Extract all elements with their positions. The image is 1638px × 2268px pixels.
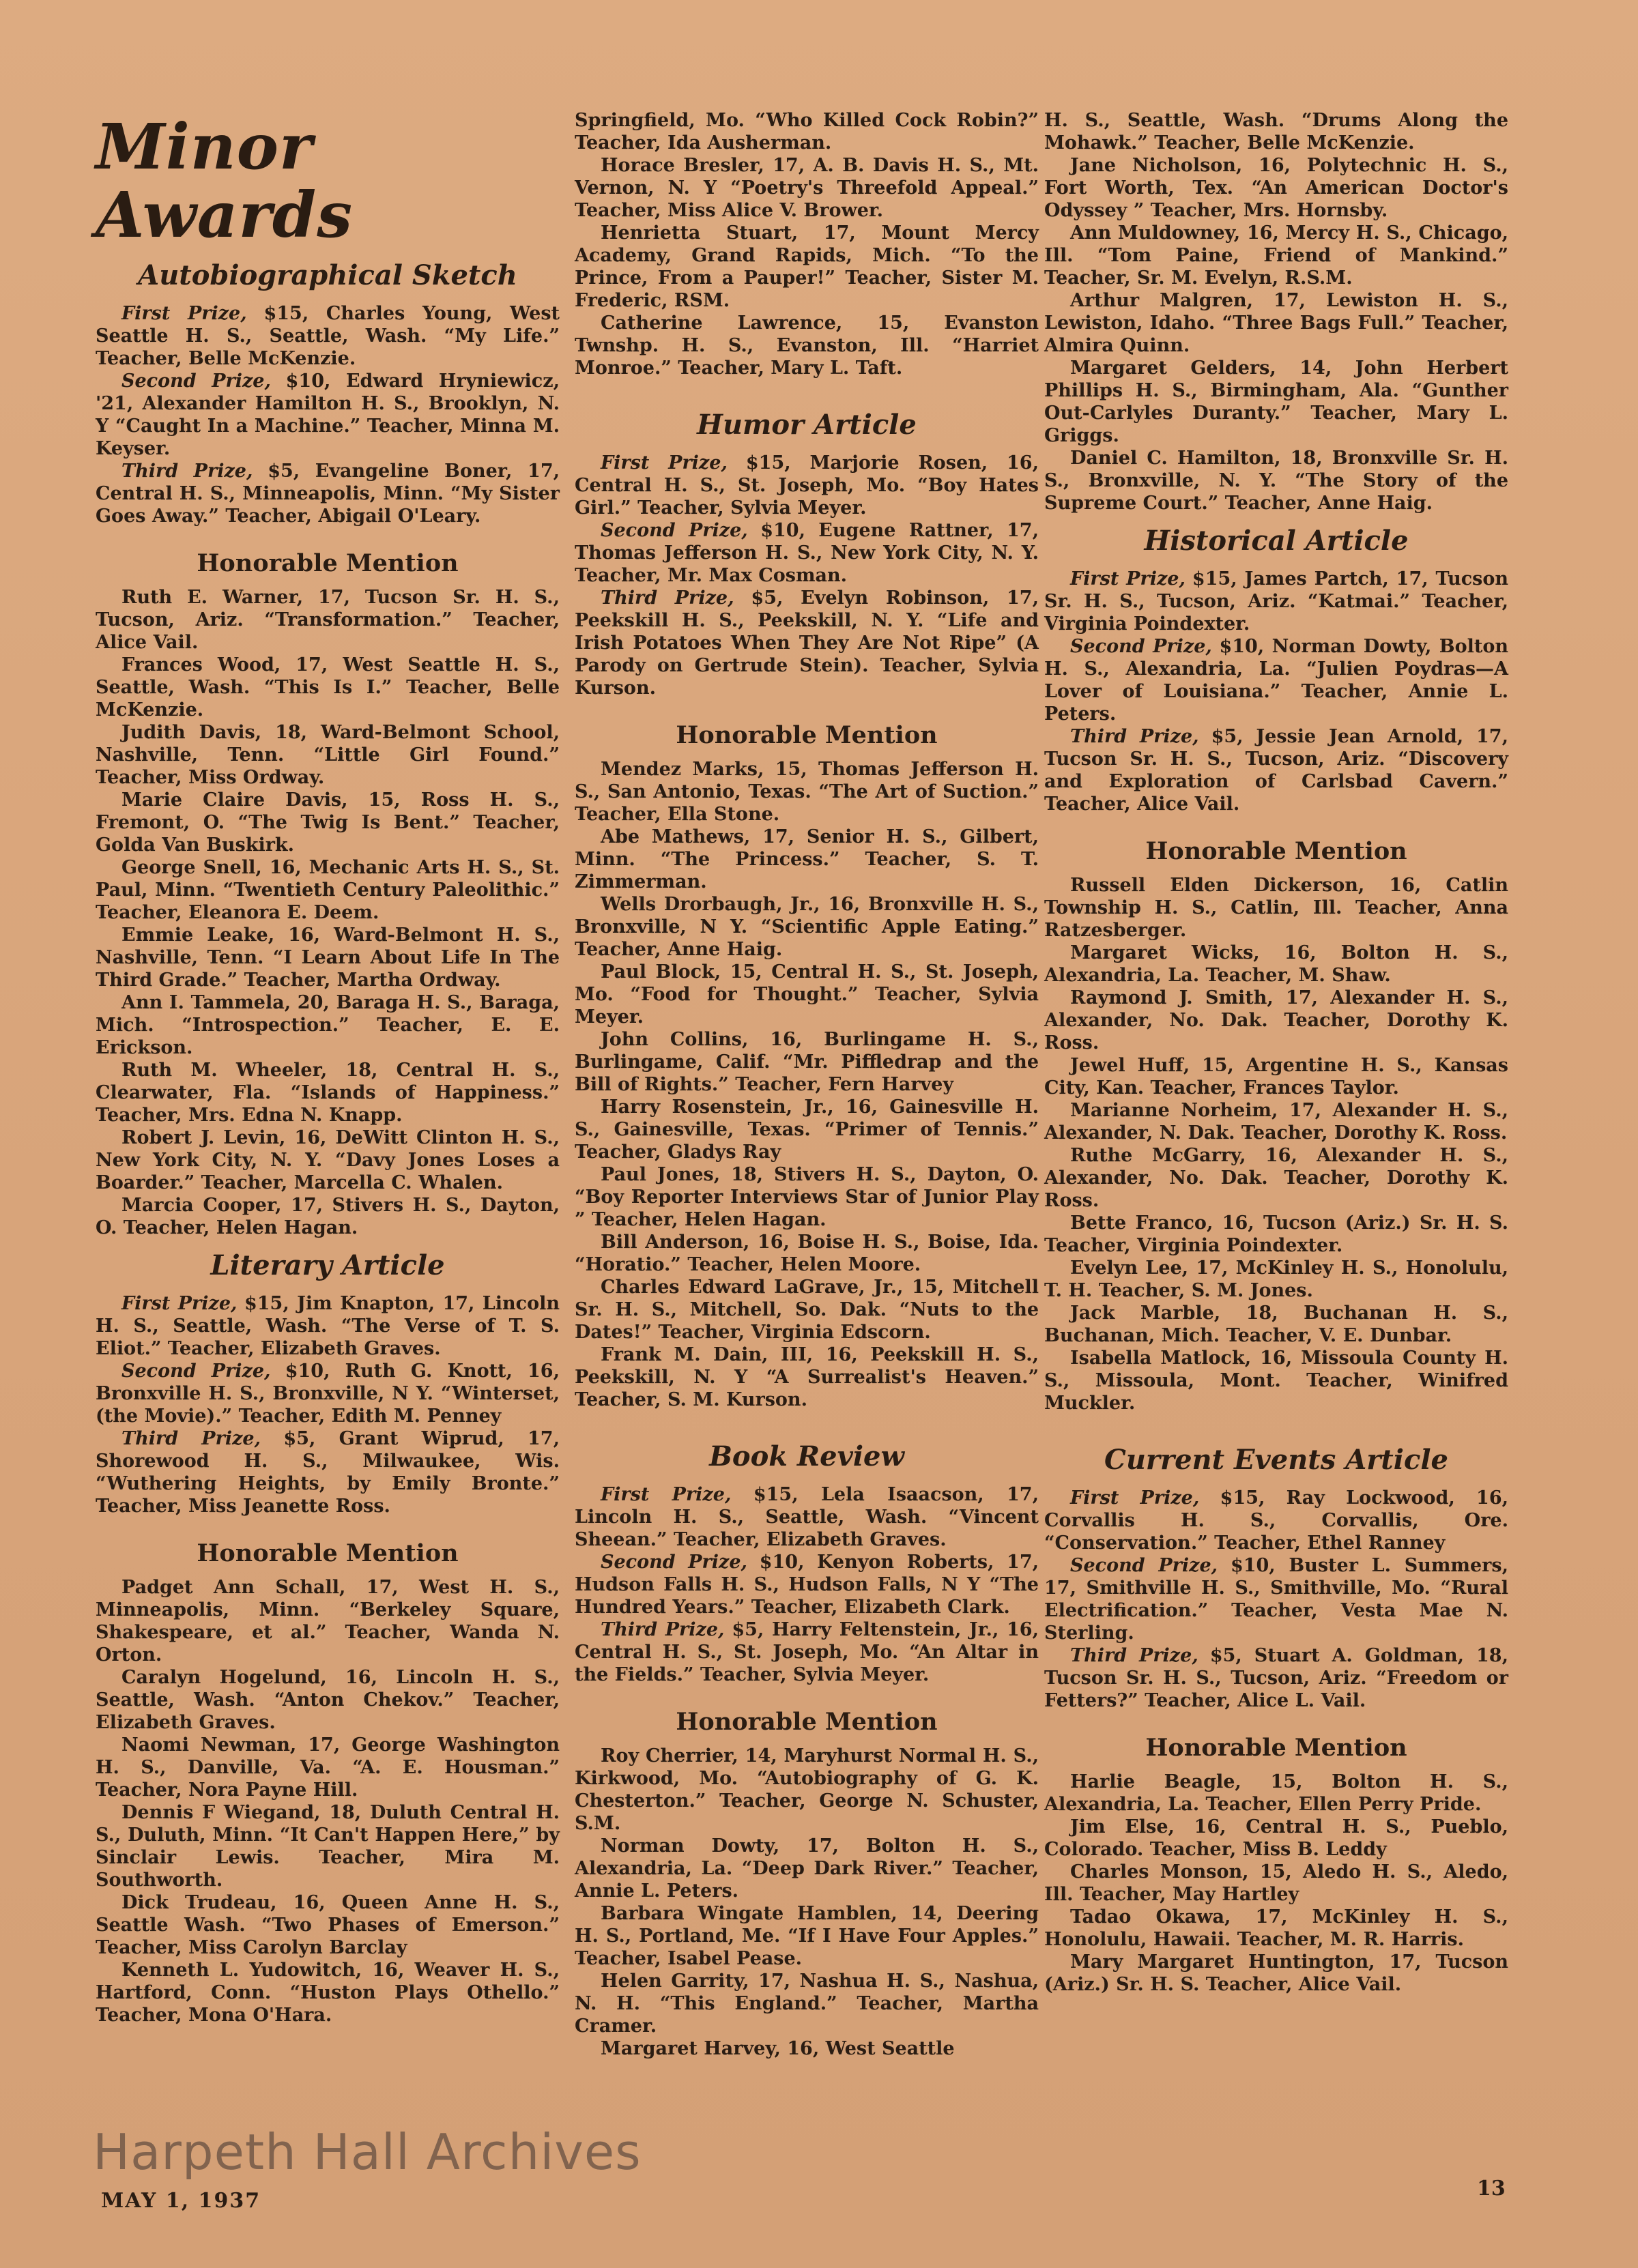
award-entry [575, 1835, 1039, 1902]
entry-text: Kenneth L. Yudowitch, 16, Weaver H. S., Hartford, Conn. “Huston Plays Othello.” Teacher, Mona O'Hara. [96, 1960, 560, 2026]
entry-text: Ruth E. Warner, 17, Tucson Sr. H. S., Tucson, Ariz. “Transformation.” Teacher, Alice Vail. [96, 587, 560, 653]
prize-entry [96, 370, 560, 460]
entry-text: Helen Garrity, 17, Nashua H. S., Nashua, N. H. “This England.” Teacher, Martha Cramer. [575, 1971, 1039, 2037]
entry-text: Raymond J. Smith, 17, Alexander H. S., Alexander, No. Dak. Teacher, Dorothy K. Ross. [1044, 987, 1508, 1053]
award-entry [575, 1745, 1039, 1835]
award-entry [1044, 357, 1508, 447]
award-entry [1044, 1771, 1508, 1816]
award-entry [96, 991, 560, 1059]
archive-watermark: Harpeth Hall Archives [93, 2123, 642, 2181]
award-entry [96, 1959, 560, 2026]
entry-text: $15, Ray Lockwood, 16, Corvallis H. S., Corvallis, Ore. “Conservation.” Teacher, Ethel Ranney [1044, 1487, 1509, 1554]
entry-text: Frances Wood, 17, West Seattle H. S., Seattle, Wash. “This Is I.” Teacher, Belle McKenzie. [96, 654, 560, 721]
entry-text: Dick Trudeau, 16, Queen Anne H. S., Seattle Wash. “Two Phases of Emerson.” Teacher, Miss Carolyn Barclay [96, 1892, 560, 1958]
entry-text: $15, Jim Knapton, 17, Lincoln H. S., Seattle, Wash. “The Verse of T. S. Eliot.” Teacher, Elizabeth Graves. [96, 1293, 560, 1359]
entry-text: $15, Marjorie Rosen, 16, Central H. S., St. Joseph, Mo. “Boy Hates Girl.” Teacher, Sylvia Meyer. [575, 452, 1039, 519]
entry-text: Paul Jones, 18, Stivers H. S., Dayton, O. “Boy Reporter Interviews Star of Junior Play ” Teacher, Helen Hagan. [575, 1164, 1039, 1230]
prize-entry [1044, 725, 1508, 815]
prize-entry [96, 460, 560, 527]
entry-text: $5, Evelyn Robinson, 17, Peekskill H. S., Peekskill, N. Y. “Life and Irish Potatoes When They Are Not Ripe” (A Parody on Gertrude Stein). Teacher, Sylvia Kurson. [575, 587, 1039, 699]
entry-text: H. S., Seattle, Wash. “Drums Along the Mohawk.” Teacher, Belle McKenzie. [1044, 110, 1508, 154]
column-left [96, 110, 560, 2026]
entry-text: Margaret Gelders, 14, John Herbert Phillips H. S., Birmingham, Ala. “Gunther Out-Carlyles Duranty.” Teacher, Mary L. Griggs. [1044, 358, 1508, 446]
award-entry [96, 654, 560, 721]
award-entry [1044, 1054, 1508, 1099]
award-entry [96, 1801, 560, 1891]
award-entry [1044, 154, 1508, 222]
entry-text: Judith Davis, 18, Ward-Belmont School, Nashville, Tenn. “Little Girl Found.” Teacher, Miss Ordway. [96, 722, 560, 788]
award-entry [1044, 942, 1508, 987]
honorable-mention-heading: Honorable Mention [676, 721, 938, 749]
entry-text: Ruthe McGarry, 16, Alexander H. S., Alexander, No. Dak. Teacher, Dorothy K. Ross. [1044, 1145, 1508, 1211]
award-entry [1044, 1302, 1508, 1347]
section-title: Book Review [709, 1440, 904, 1472]
award-entry [96, 721, 560, 789]
prize-entry [96, 1427, 560, 1517]
prize-entry [1044, 1644, 1508, 1712]
award-entry [1044, 1099, 1508, 1144]
prize-label: Second Prize, [601, 1552, 747, 1573]
entry-text: Horace Bresler, 17, A. B. Davis H. S., Mt. Vernon, N. Y “Poetry's Threefold Appeal.” Teacher, Miss Alice V. Brower. [575, 155, 1039, 221]
entry-text: Padget Ann Schall, 17, West H. S., Minneapolis, Minn. “Berkeley Square, Shakespeare, et al.” Teacher, Wanda N. Orton. [96, 1577, 560, 1666]
prize-label: First Prize, [601, 1484, 732, 1505]
entry-text: Abe Mathews, 17, Senior H. S., Gilbert, Minn. “The Princess.” Teacher, S. T. Zimmerman. [575, 826, 1039, 892]
entry-text: Marie Claire Davis, 15, Ross H. S., Fremont, O. “The Twig Is Bent.” Teacher, Golda Van Buskirk. [96, 789, 560, 856]
section-title: Humor Article [697, 409, 917, 441]
entry-text: Bette Franco, 16, Tucson (Ariz.) Sr. H. S. Teacher, Virginia Poindexter. [1044, 1212, 1508, 1256]
prize-label: Third Prize, [601, 587, 734, 609]
entry-text: $5, Harry Feltenstein, Jr., 16, Central H. S., St. Joseph, Mo. “An Altar in the Fields.” Teacher, Sylvia Meyer. [575, 1619, 1039, 1685]
award-entry [575, 222, 1039, 312]
prize-label: First Prize, [121, 303, 247, 324]
award-entry [96, 1891, 560, 1959]
entry-text: Charles Monson, 15, Aledo H. S., Aledo, Ill. Teacher, May Hartley [1044, 1861, 1508, 1905]
page-number: 13 [1477, 2177, 1506, 2200]
entry-text: Bill Anderson, 16, Boise H. S., Boise, Ida. “Horatio.” Teacher, Helen Moore. [575, 1232, 1039, 1275]
prize-entry [575, 1618, 1039, 1686]
award-entry [1044, 289, 1508, 357]
entry-text: $10, Eugene Rattner, 17, Thomas Jefferson H. S., New York City, N. Y. Teacher, Mr. Max Cosman. [575, 520, 1039, 586]
award-entry [96, 586, 560, 654]
entry-text: Harlie Beagle, 15, Bolton H. S., Alexandria, La. Teacher, Ellen Perry Pride. [1044, 1771, 1508, 1815]
honorable-mention-heading: Honorable Mention [197, 1539, 459, 1567]
award-entry [575, 2037, 1039, 2060]
prize-entry [575, 1483, 1039, 1551]
award-entry [96, 856, 560, 924]
prize-label: First Prize, [601, 452, 728, 474]
entry-text: Russell Elden Dickerson, 16, Catlin Township H. S., Catlin, Ill. Teacher, Anna Ratzesberger. [1044, 875, 1508, 941]
honorable-mention-heading: Honorable Mention [1145, 837, 1407, 865]
prize-entry [96, 1360, 560, 1427]
entry-text: Margaret Harvey, 16, West Seattle [601, 2038, 955, 2059]
prize-entry [1044, 635, 1508, 725]
award-entry [575, 1970, 1039, 2037]
award-entry [1044, 987, 1508, 1054]
entry-text: $10, Norman Dowty, Bolton H. S., Alexandria, La. “Julien Poydras—A Lover of Louisiana.” Teacher, Annie L. Peters. [1044, 636, 1509, 725]
honorable-mention-heading: Honorable Mention [676, 1708, 938, 1736]
entry-text: Paul Block, 15, Central H. S., St. Joseph, Mo. “Food for Thought.” Teacher, Sylvia Meyer. [575, 961, 1039, 1028]
award-entry [575, 826, 1039, 893]
entry-text: Dennis F Wiegand, 18, Duluth Central H. S., Duluth, Minn. “It Can't Happen Here,” by Sinclair Lewis. Teacher, Mira M. Southworth. [96, 1802, 560, 1891]
issue-date: MAY 1, 1937 [101, 2189, 261, 2213]
entry-text: $5, Grant Wiprud, 17, Shorewood H. S., Milwaukee, Wis. “Wuthering Heights, by Emily Bronte.” Teacher, Miss Jeanette Ross. [96, 1428, 560, 1517]
column-middle [575, 109, 1039, 2060]
entry-text: Catherine Lawrence, 15, Evanston Twnshp. H. S., Evanston, Ill. “Harriet Monroe.” Teacher, Mary L. Taft. [575, 312, 1039, 379]
award-entry [1044, 1906, 1508, 1951]
entry-text: Mary Margaret Huntington, 17, Tucson (Ariz.) Sr. H. S. Teacher, Alice Vail. [1044, 1951, 1508, 1995]
entry-text: Henrietta Stuart, 17, Mount Mercy Academy, Grand Rapids, Mich. “To the Prince, From a Pauper!” Teacher, Sister M. Frederic, RSM. [575, 222, 1039, 311]
award-entry [575, 154, 1039, 222]
award-entry [575, 1343, 1039, 1411]
honorable-mention-heading: Honorable Mention [197, 549, 459, 577]
section-title: Current Events Article [1104, 1444, 1448, 1476]
prize-label: Third Prize, [121, 1428, 261, 1449]
award-entry [96, 1734, 560, 1801]
award-entry [1044, 1816, 1508, 1861]
entry-text: Arthur Malgren, 17, Lewiston H. S., Lewiston, Idaho. “Three Bags Full.” Teacher, Almira Quinn. [1044, 290, 1508, 356]
award-entry [96, 1194, 560, 1239]
entry-text: Ann I. Tammela, 20, Baraga H. S., Baraga, Mich. “Introspection.” Teacher, E. E. Erickson. [96, 992, 560, 1058]
award-entry [575, 961, 1039, 1028]
prize-label: Third Prize, [1070, 726, 1199, 747]
entry-text: $5, Evangeline Boner, 17, Central H. S., Minneapolis, Minn. “My Sister Goes Away.” Teacher, Abigail O'Leary. [96, 461, 560, 527]
entry-text: Ann Muldowney, 16, Mercy H. S., Chicago, Ill. “Tom Paine, Friend of Mankind.” Teacher, Sr. M. Evelyn, R.S.M. [1044, 222, 1508, 289]
entry-text: $10, Ruth G. Knott, 16, Bronxville H. S., Bronxville, N Y. “Winterset, (the Movie).” Teacher, Edith M. Penney [96, 1361, 560, 1427]
entry-text: Daniel C. Hamilton, 18, Bronxville Sr. H. S., Bronxville, N. Y. “The Story of the Supreme Court.” Teacher, Anne Haig. [1044, 448, 1508, 514]
award-entry [575, 1902, 1039, 1970]
entry-text: $15, Lela Isaacson, 17, Lincoln H. S., Seattle, Wash. “Vincent Sheean.” Teacher, Elizabeth Graves. [575, 1484, 1039, 1550]
award-entry [575, 758, 1039, 826]
award-entry [575, 1028, 1039, 1096]
prize-entry [575, 1551, 1039, 1618]
prize-label: First Prize, [121, 1293, 238, 1314]
prize-entry [1044, 1487, 1508, 1554]
award-entry [1044, 1257, 1508, 1302]
prize-label: First Prize, [1070, 568, 1186, 590]
award-entry [96, 1576, 560, 1666]
entry-text: Norman Dowty, 17, Bolton H. S., Alexandria, La. “Deep Dark River.” Teacher, Annie L. Peters. [575, 1835, 1039, 1902]
section-title: Literary Article [210, 1249, 445, 1281]
entry-text: Barbara Wingate Hamblen, 14, Deering H. S., Portland, Me. “If I Have Four Apples.” Teacher, Isabel Pease. [575, 1903, 1039, 1969]
entry-text: Jim Else, 16, Central H. S., Pueblo, Colorado. Teacher, Miss B. Leddy [1044, 1816, 1508, 1860]
entry-text: Caralyn Hogelund, 16, Lincoln H. S., Seattle, Wash. “Anton Chekov.” Teacher, Elizabeth Graves. [96, 1667, 560, 1733]
entry-text: Wells Drorbaugh, Jr., 16, Bronxville H. S., Bronxville, N Y. “Scientific Apple Eating.” Teacher, Anne Haig. [575, 894, 1039, 960]
entry-text: Jewel Huff, 15, Argentine H. S., Kansas City, Kan. Teacher, Frances Taylor. [1044, 1055, 1508, 1099]
entry-text: Harry Rosenstein, Jr., 16, Gainesville H. S., Gainesville, Texas. “Primer of Tennis.” Teacher, Gladys Ray [575, 1096, 1039, 1163]
entry-text: Isabella Matlock, 16, Missoula County H. S., Missoula, Mont. Teacher, Winifred Muckler. [1044, 1348, 1508, 1414]
award-entry [575, 109, 1039, 154]
entry-text: Frank M. Dain, III, 16, Peekskill H. S., Peekskill, N. Y “A Surrealist's Heaven.” Teacher, S. M. Kurson. [575, 1344, 1039, 1410]
prize-entry [1044, 1554, 1508, 1644]
prize-entry [1044, 568, 1508, 635]
entry-text: Charles Edward LaGrave, Jr., 15, Mitchell Sr. H. S., Mitchell, So. Dak. “Nuts to the Dates!” Teacher, Virginia Edscorn. [575, 1277, 1039, 1343]
prize-label: Third Prize, [1070, 1645, 1198, 1666]
prize-label: Second Prize, [1070, 1555, 1218, 1576]
entry-text: $10, Edward Hryniewicz, '21, Alexander Hamilton H. S., Brooklyn, N. Y “Caught In a Machine.” Teacher, Minna M. Keyser. [96, 370, 560, 459]
entry-text: Mendez Marks, 15, Thomas Jefferson H. S., San Antonio, Texas. “The Art of Suction.” Teacher, Ella Stone. [575, 759, 1039, 825]
award-entry [575, 312, 1039, 379]
award-entry [575, 1231, 1039, 1276]
award-entry [575, 1276, 1039, 1343]
entry-text: $5, Jessie Jean Arnold, 17, Tucson Sr. H. S., Tucson, Ariz. “Discovery and Exploration of Carlsbad Cavern.” Teacher, Alice Vail. [1044, 726, 1508, 815]
award-entry [1044, 1212, 1508, 1257]
award-entry [96, 789, 560, 856]
prize-label: Second Prize, [601, 520, 748, 541]
prize-entry [575, 587, 1039, 699]
prize-label: Second Prize, [121, 370, 271, 392]
entry-text: Margaret Wicks, 16, Bolton H. S., Alexandria, La. Teacher, M. Shaw. [1044, 942, 1508, 986]
entry-text: Marcia Cooper, 17, Stivers H. S., Dayton, O. Teacher, Helen Hagan. [96, 1195, 560, 1238]
prize-label: Second Prize, [121, 1361, 271, 1382]
award-entry [1044, 447, 1508, 514]
award-entry [96, 1666, 560, 1734]
entry-text: Marianne Norheim, 17, Alexander H. S., Alexander, N. Dak. Teacher, Dorothy K. Ross. [1044, 1100, 1508, 1144]
section-title: Autobiographical Sketch [138, 259, 517, 291]
entry-text: Jane Nicholson, 16, Polytechnic H. S., Fort Worth, Tex. “An American Doctor's Odyssey ” Teacher, Mrs. Hornsby. [1044, 155, 1508, 221]
entry-text: Evelyn Lee, 17, McKinley H. S., Honolulu, T. H. Teacher, S. M. Jones. [1044, 1257, 1508, 1301]
award-entry [1044, 222, 1508, 289]
award-entry [575, 1163, 1039, 1231]
prize-label: First Prize, [1070, 1487, 1200, 1509]
award-entry [575, 893, 1039, 961]
entry-text: John Collins, 16, Burlingame H. S., Burlingame, Calif. “Mr. Piffledrap and the Bill of Rights.” Teacher, Fern Harvey [575, 1029, 1039, 1095]
entry-text: Emmie Leake, 16, Ward-Belmont H. S., Nashville, Tenn. “I Learn About Life In The Third Grade.” Teacher, Martha Ordway. [96, 925, 560, 991]
entry-text: Jack Marble, 18, Buchanan H. S., Buchanan, Mich. Teacher, V. E. Dunbar. [1044, 1303, 1508, 1346]
entry-text: $10, Buster L. Summers, 17, Smithville H. S., Smithville, Mo. “Rural Electrification.” Teacher, Vesta Mae N. Sterling. [1044, 1555, 1508, 1644]
entry-text: Roy Cherrier, 14, Maryhurst Normal H. S., Kirkwood, Mo. “Autobiography of G. K. Chesterton.” Teacher, George N. Schuster, S.M. [575, 1745, 1039, 1834]
award-entry [575, 1096, 1039, 1163]
award-entry [1044, 874, 1508, 942]
prize-label: Third Prize, [601, 1619, 725, 1640]
entry-text: $5, Stuart A. Goldman, 18, Tucson Sr. H. S., Tucson, Ariz. “Freedom or Fetters?” Teacher, Alice L. Vail. [1044, 1645, 1508, 1711]
prize-entry [575, 452, 1039, 519]
prize-entry [575, 519, 1039, 587]
award-entry [96, 1126, 560, 1194]
award-entry [1044, 1144, 1508, 1212]
column-right [1044, 109, 1508, 1996]
award-entry [1044, 1861, 1508, 1906]
prize-entry [96, 302, 560, 370]
entry-text: Ruth M. Wheeler, 18, Central H. S., Clearwater, Fla. “Islands of Happiness.” Teacher, Mrs. Edna N. Knapp. [96, 1060, 560, 1126]
entry-text: Springfield, Mo. “Who Killed Cock Robin?” Teacher, Ida Ausherman. [575, 110, 1039, 154]
entry-text: Robert J. Levin, 16, DeWitt Clinton H. S., New York City, N. Y. “Davy Jones Loses a Boarder.” Teacher, Marcella C. Whalen. [96, 1127, 560, 1193]
page-title: Minor Awards [96, 110, 354, 252]
entry-text: $10, Kenyon Roberts, 17, Hudson Falls H. S., Hudson Falls, N Y “The Hundred Years.” Teacher, Elizabeth Clark. [575, 1552, 1039, 1618]
prize-label: Third Prize, [121, 461, 253, 482]
prize-entry [96, 1292, 560, 1360]
award-entry [96, 1059, 560, 1126]
award-entry [1044, 1951, 1508, 1996]
award-entry [1044, 1347, 1508, 1414]
award-entry [1044, 109, 1508, 154]
award-entry [96, 924, 560, 991]
entry-text: Tadao Okawa, 17, McKinley H. S., Honolulu, Hawaii. Teacher, M. R. Harris. [1044, 1906, 1508, 1950]
entry-text: George Snell, 16, Mechanic Arts H. S., St. Paul, Minn. “Twentieth Century Paleolithic.” Teacher, Eleanora E. Deem. [96, 857, 560, 923]
prize-label: Second Prize, [1070, 636, 1212, 657]
entry-text: Naomi Newman, 17, George Washington H. S., Danville, Va. “A. E. Housman.” Teacher, Nora Payne Hill. [96, 1734, 560, 1801]
section-title: Historical Article [1144, 525, 1409, 557]
entry-text: $15, James Partch, 17, Tucson Sr. H. S., Tucson, Ariz. “Katmai.” Teacher, Virginia Poindexter. [1044, 568, 1508, 635]
entry-text: $15, Charles Young, West Seattle H. S., Seattle, Wash. “My Life.” Teacher, Belle McKenzie. [96, 303, 560, 369]
honorable-mention-heading: Honorable Mention [1145, 1734, 1407, 1762]
